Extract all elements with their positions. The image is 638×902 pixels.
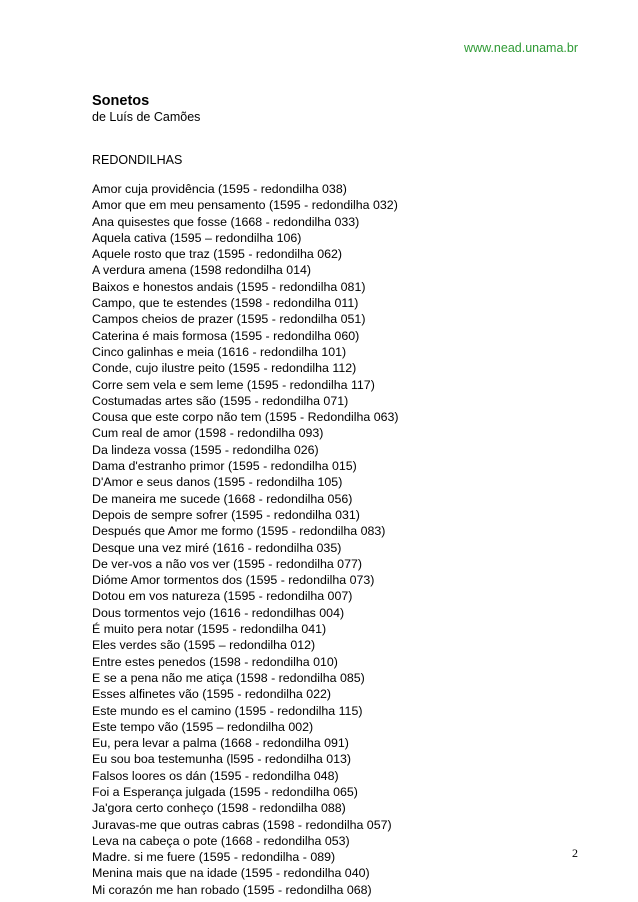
list-item: Aquele rosto que traz (1595 - redondilha 062) xyxy=(92,247,343,262)
list-item: Cum real de amor (1598 - redondilha 093) xyxy=(92,426,324,441)
list-item: Dotou em vos natureza (1595 - redondilha 007) xyxy=(92,589,353,604)
list-item: Eles verdes são (1595 – redondilha 012) xyxy=(92,638,316,653)
list-item: Cousa que este corpo não tem (1595 - Redondilha 063) xyxy=(92,410,399,425)
list-item: Este tempo vão (1595 – redondilha 002) xyxy=(92,719,314,734)
list-item: Eu, pera levar a palma (1668 - redondilha 091) xyxy=(92,736,349,751)
header-url: www.nead.unama.br xyxy=(464,41,578,55)
list-item: Caterina é mais formosa (1595 - redondilha 060) xyxy=(92,328,360,343)
list-item: A verdura amena (1598 redondilha 014) xyxy=(92,263,312,278)
list-item: Menina mais que na idade (1595 - redondilha 040) xyxy=(92,866,370,881)
list-item: Da lindeza vossa (1595 - redondilha 026) xyxy=(92,442,319,457)
list-item: Desque una vez miré (1616 - redondilha 035) xyxy=(92,540,342,555)
document-subtitle: de Luís de Camões xyxy=(92,110,201,124)
list-item: Falsos loores os dán (1595 - redondilha 048) xyxy=(92,768,339,783)
list-item: Depois de sempre sofrer (1595 - redondilha 031) xyxy=(92,507,360,522)
list-item: D'Amor e seus danos (1595 - redondilha 105) xyxy=(92,475,343,490)
list-item: Entre estes penedos (1598 - redondilha 010) xyxy=(92,654,338,669)
list-item: Baixos e honestos andais (1595 - redondilha 081) xyxy=(92,279,366,294)
list-item: Dous tormentos vejo (1616 - redondilhas 004) xyxy=(92,605,345,620)
list-item: Madre. si me fuere (1595 - redondilha - 089) xyxy=(92,850,336,865)
list-item: Conde, cujo ilustre peito (1595 - redondilha 112) xyxy=(92,361,357,376)
list-item: Esses alfinetes vão (1595 - redondilha 022) xyxy=(92,687,332,702)
list-item: De maneira me sucede (1668 - redondilha 056) xyxy=(92,491,353,506)
list-item: É muito pera notar (1595 - redondilha 041) xyxy=(92,622,327,637)
list-item: Juravas-me que outras cabras (1598 - redondilha 057) xyxy=(92,817,392,832)
list-item: Después que Amor me formo (1595 - redondilha 083) xyxy=(92,524,386,539)
list-item: Mi corazón me han robado (1595 - redondilha 068) xyxy=(92,882,372,897)
list-item: Dióme Amor tormentos dos (1595 - redondilha 073) xyxy=(92,573,375,588)
list-item: Amor que em meu pensamento (1595 - redondilha 032) xyxy=(92,198,398,213)
section-heading: REDONDILHAS xyxy=(92,153,183,167)
list-item: Campos cheios de prazer (1595 - redondilha 051) xyxy=(92,312,366,327)
list-item: Ana quisestes que fosse (1668 - redondilha 033) xyxy=(92,214,360,229)
list-item: Eu sou boa testemunha (l595 - redondilha 013) xyxy=(92,752,351,767)
list-item: Cinco galinhas e meia (1616 - redondilha 101) xyxy=(92,344,347,359)
list-item: E se a pena não me atiça (1598 - redondilha 085) xyxy=(92,670,365,685)
page-number: 2 xyxy=(572,846,578,860)
list-item: Campo, que te estendes (1598 - redondilha 011) xyxy=(92,296,359,311)
list-item: Corre sem vela e sem leme (1595 - redondilha 117) xyxy=(92,377,375,392)
poem-list xyxy=(92,181,399,898)
list-item: Dama d'estranho primor (1595 - redondilha 015) xyxy=(92,459,357,474)
list-item: Este mundo es el camino (1595 - redondilha 115) xyxy=(92,703,363,718)
list-item: Ja'gora certo conheço (1598 - redondilha 088) xyxy=(92,801,346,816)
list-item: Leva na cabeça o pote (1668 - redondilha 053) xyxy=(92,833,350,848)
list-item: Aquela cativa (1595 – redondilha 106) xyxy=(92,230,302,245)
list-item: Costumadas artes são (1595 - redondilha 071) xyxy=(92,393,349,408)
document-title: Sonetos xyxy=(92,93,150,109)
list-item: De ver-vos a não vos ver (1595 - redondilha 077) xyxy=(92,556,362,571)
list-item: Amor cuja providência (1595 - redondilha 038) xyxy=(92,182,347,196)
list-item: Foi a Esperança julgada (1595 - redondilha 065) xyxy=(92,784,358,799)
